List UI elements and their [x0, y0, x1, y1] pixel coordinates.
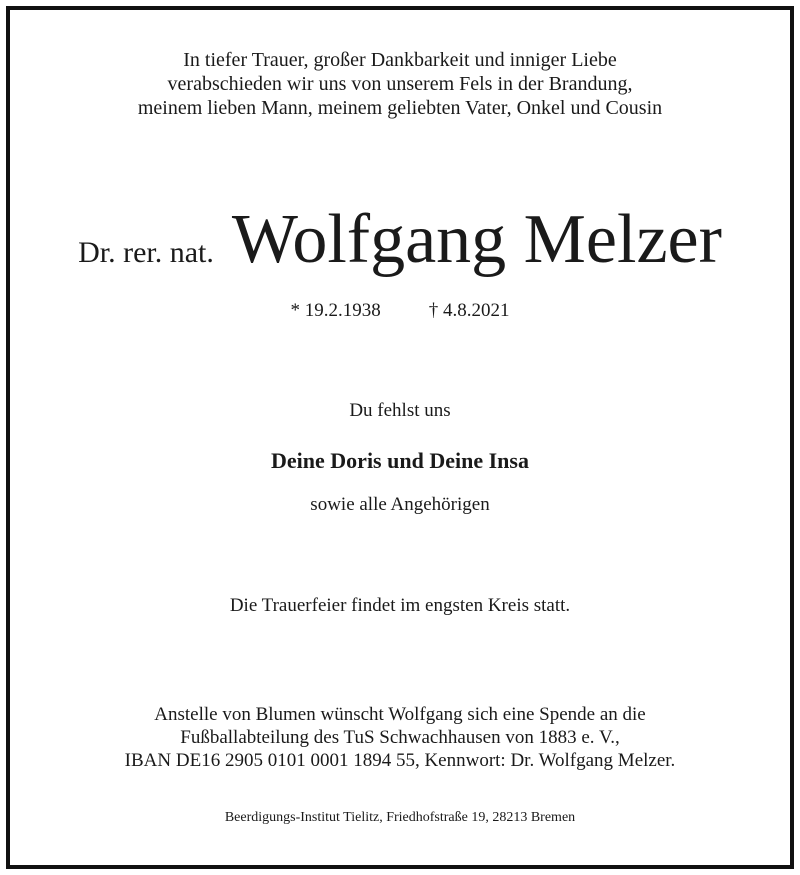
- farewell-message: Du fehlst uns: [349, 400, 451, 421]
- death-date: † 4.8.2021: [428, 300, 510, 321]
- deceased-name: Wolfgang Melzer: [231, 201, 722, 278]
- donation-request: [0, 703, 800, 772]
- ceremony-notice: Die Trauerfeier findet im engsten Kreis statt.: [229, 595, 571, 616]
- intro-text: [0, 48, 800, 120]
- donation-line: IBAN DE16 2905 0101 0001 1894 55, Kennwort: Dr. Wolfgang Melzer.: [124, 750, 676, 771]
- academic-title: Dr. rer. nat.: [78, 236, 214, 269]
- donation-line: Fußballabteilung des TuS Schwachhausen von 1883 e. V.,: [180, 727, 620, 748]
- donation-line: Anstelle von Blumen wünscht Wolfgang sich eine Spende an die: [154, 704, 646, 725]
- birth-date: * 19.2.1938: [290, 300, 381, 321]
- funeral-home-info: Beerdigungs-Institut Tielitz, Friedhofstraße 19, 28213 Bremen: [224, 810, 576, 825]
- intro-line: meinem lieben Mann, meinem geliebten Vater, Onkel und Cousin: [137, 97, 663, 119]
- mourners-names: Deine Doris und Deine Insa: [271, 448, 529, 473]
- intro-line: In tiefer Trauer, großer Dankbarkeit und inniger Liebe: [183, 49, 617, 71]
- life-dates: [0, 300, 800, 322]
- intro-line: verabschieden wir uns von unserem Fels in der Brandung,: [167, 73, 633, 95]
- relatives-line: sowie alle Angehörigen: [310, 494, 490, 515]
- deceased-name-line: [0, 200, 800, 280]
